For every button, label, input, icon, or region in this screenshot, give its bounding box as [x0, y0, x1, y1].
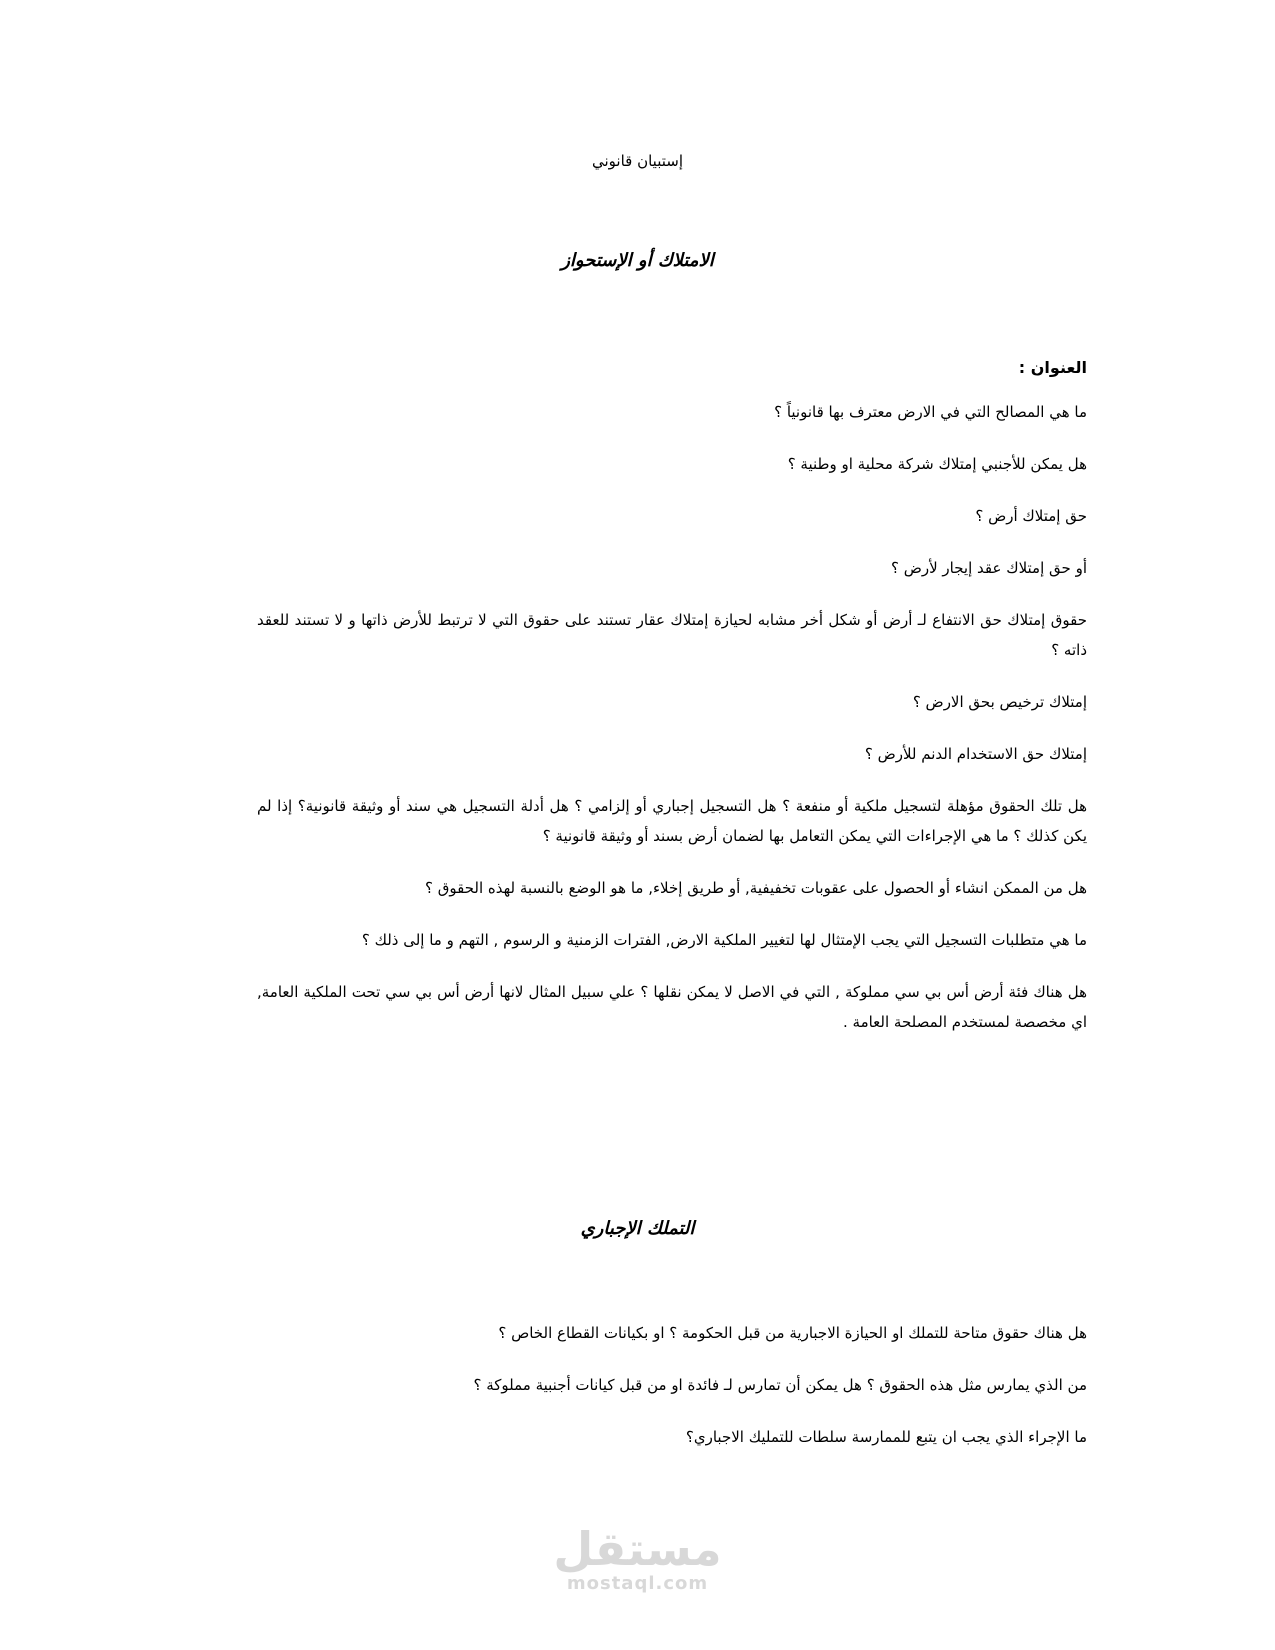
question-item: ما هي متطلبات التسجيل التي يجب الإمتثال لها لتغيير الملكية الارض, الفترات الزمنية و الرسوم , التهم و ما إلى ذلك ؟	[361, 931, 1087, 949]
compulsory-question-list	[257, 1318, 1087, 1474]
title-label: العنوان :	[1018, 358, 1087, 377]
question-item: هل من الممكن انشاء أو الحصول على عقوبات تخفيفية, أو طريق إخلاء, ما هو الوضع بالنسبة لهذه الحقوق ؟	[425, 879, 1087, 897]
question-item: أو حق إمتلاك عقد إيجار لأرض ؟	[891, 559, 1087, 577]
question-item: هل هناك حقوق متاحة للتملك او الحيازة الاجبارية من قبل الحكومة ؟ او بكيانات القطاع الخاص ؟	[498, 1324, 1087, 1342]
question-item: ما هي المصالح التي في الارض معترف بها قانونياً ؟	[774, 403, 1087, 421]
section-heading-compulsory-acquisition: التملك الإجباري	[580, 1218, 695, 1239]
document-subtitle: إستبيان قانوني	[591, 152, 683, 170]
question-item: هل هناك فئة أرض أس بي سي مملوكة , التي في الاصل لا يمكن نقلها ؟ علي سبيل المثال لانها أرض أس بي سي تحت الملكية العامة, اي مخصصة لمستخدم المصلحة العامة .	[257, 983, 1087, 1031]
mostaql-url: mostaql.com	[566, 1573, 709, 1594]
question-item: من الذي يمارس مثل هذه الحقوق ؟ هل يمكن أن تمارس لـ فائدة او من قبل كيانات أجنبية مملوكة ؟	[473, 1376, 1087, 1394]
question-item: هل يمكن للأجنبي إمتلاك شركة محلية او وطنية ؟	[787, 455, 1087, 473]
question-item: حق إمتلاك أرض ؟	[975, 507, 1087, 525]
question-item: حقوق إمتلاك حق الانتفاع لـ أرض أو شكل أخر مشابه لحيازة إمتلاك عقار تستند على حقوق التي لا ترتبط للأرض ذاتها و لا تستند للعقد ذاته ؟	[257, 611, 1087, 659]
question-item: إمتلاك ترخيص بحق الارض ؟	[912, 693, 1087, 711]
question-item: هل تلك الحقوق مؤهلة لتسجيل ملكية أو منفعة ؟ هل التسجيل إجباري أو إلزامي ؟ هل أدلة التسجيل هي سند أو وثيقة قانونية؟ إذا لم يكن كذلك ؟ ما هي الإجراءات التي يمكن التعامل بها لضمان أرض بسند أو وثيقة قانونية ؟	[257, 797, 1087, 845]
question-item: ما الإجراء الذي يجب ان يتبع للممارسة سلطات للتمليك الاجباري؟	[685, 1428, 1087, 1446]
mostaql-watermark	[0, 1522, 1275, 1594]
question-item: إمتلاك حق الاستخدام الدنم للأرض ؟	[864, 745, 1087, 763]
section-heading-ownership: الامتلاك أو الإستحواز	[561, 250, 714, 271]
ownership-question-list	[257, 397, 1087, 1059]
mostaql-logo: مستقل	[553, 1522, 722, 1576]
